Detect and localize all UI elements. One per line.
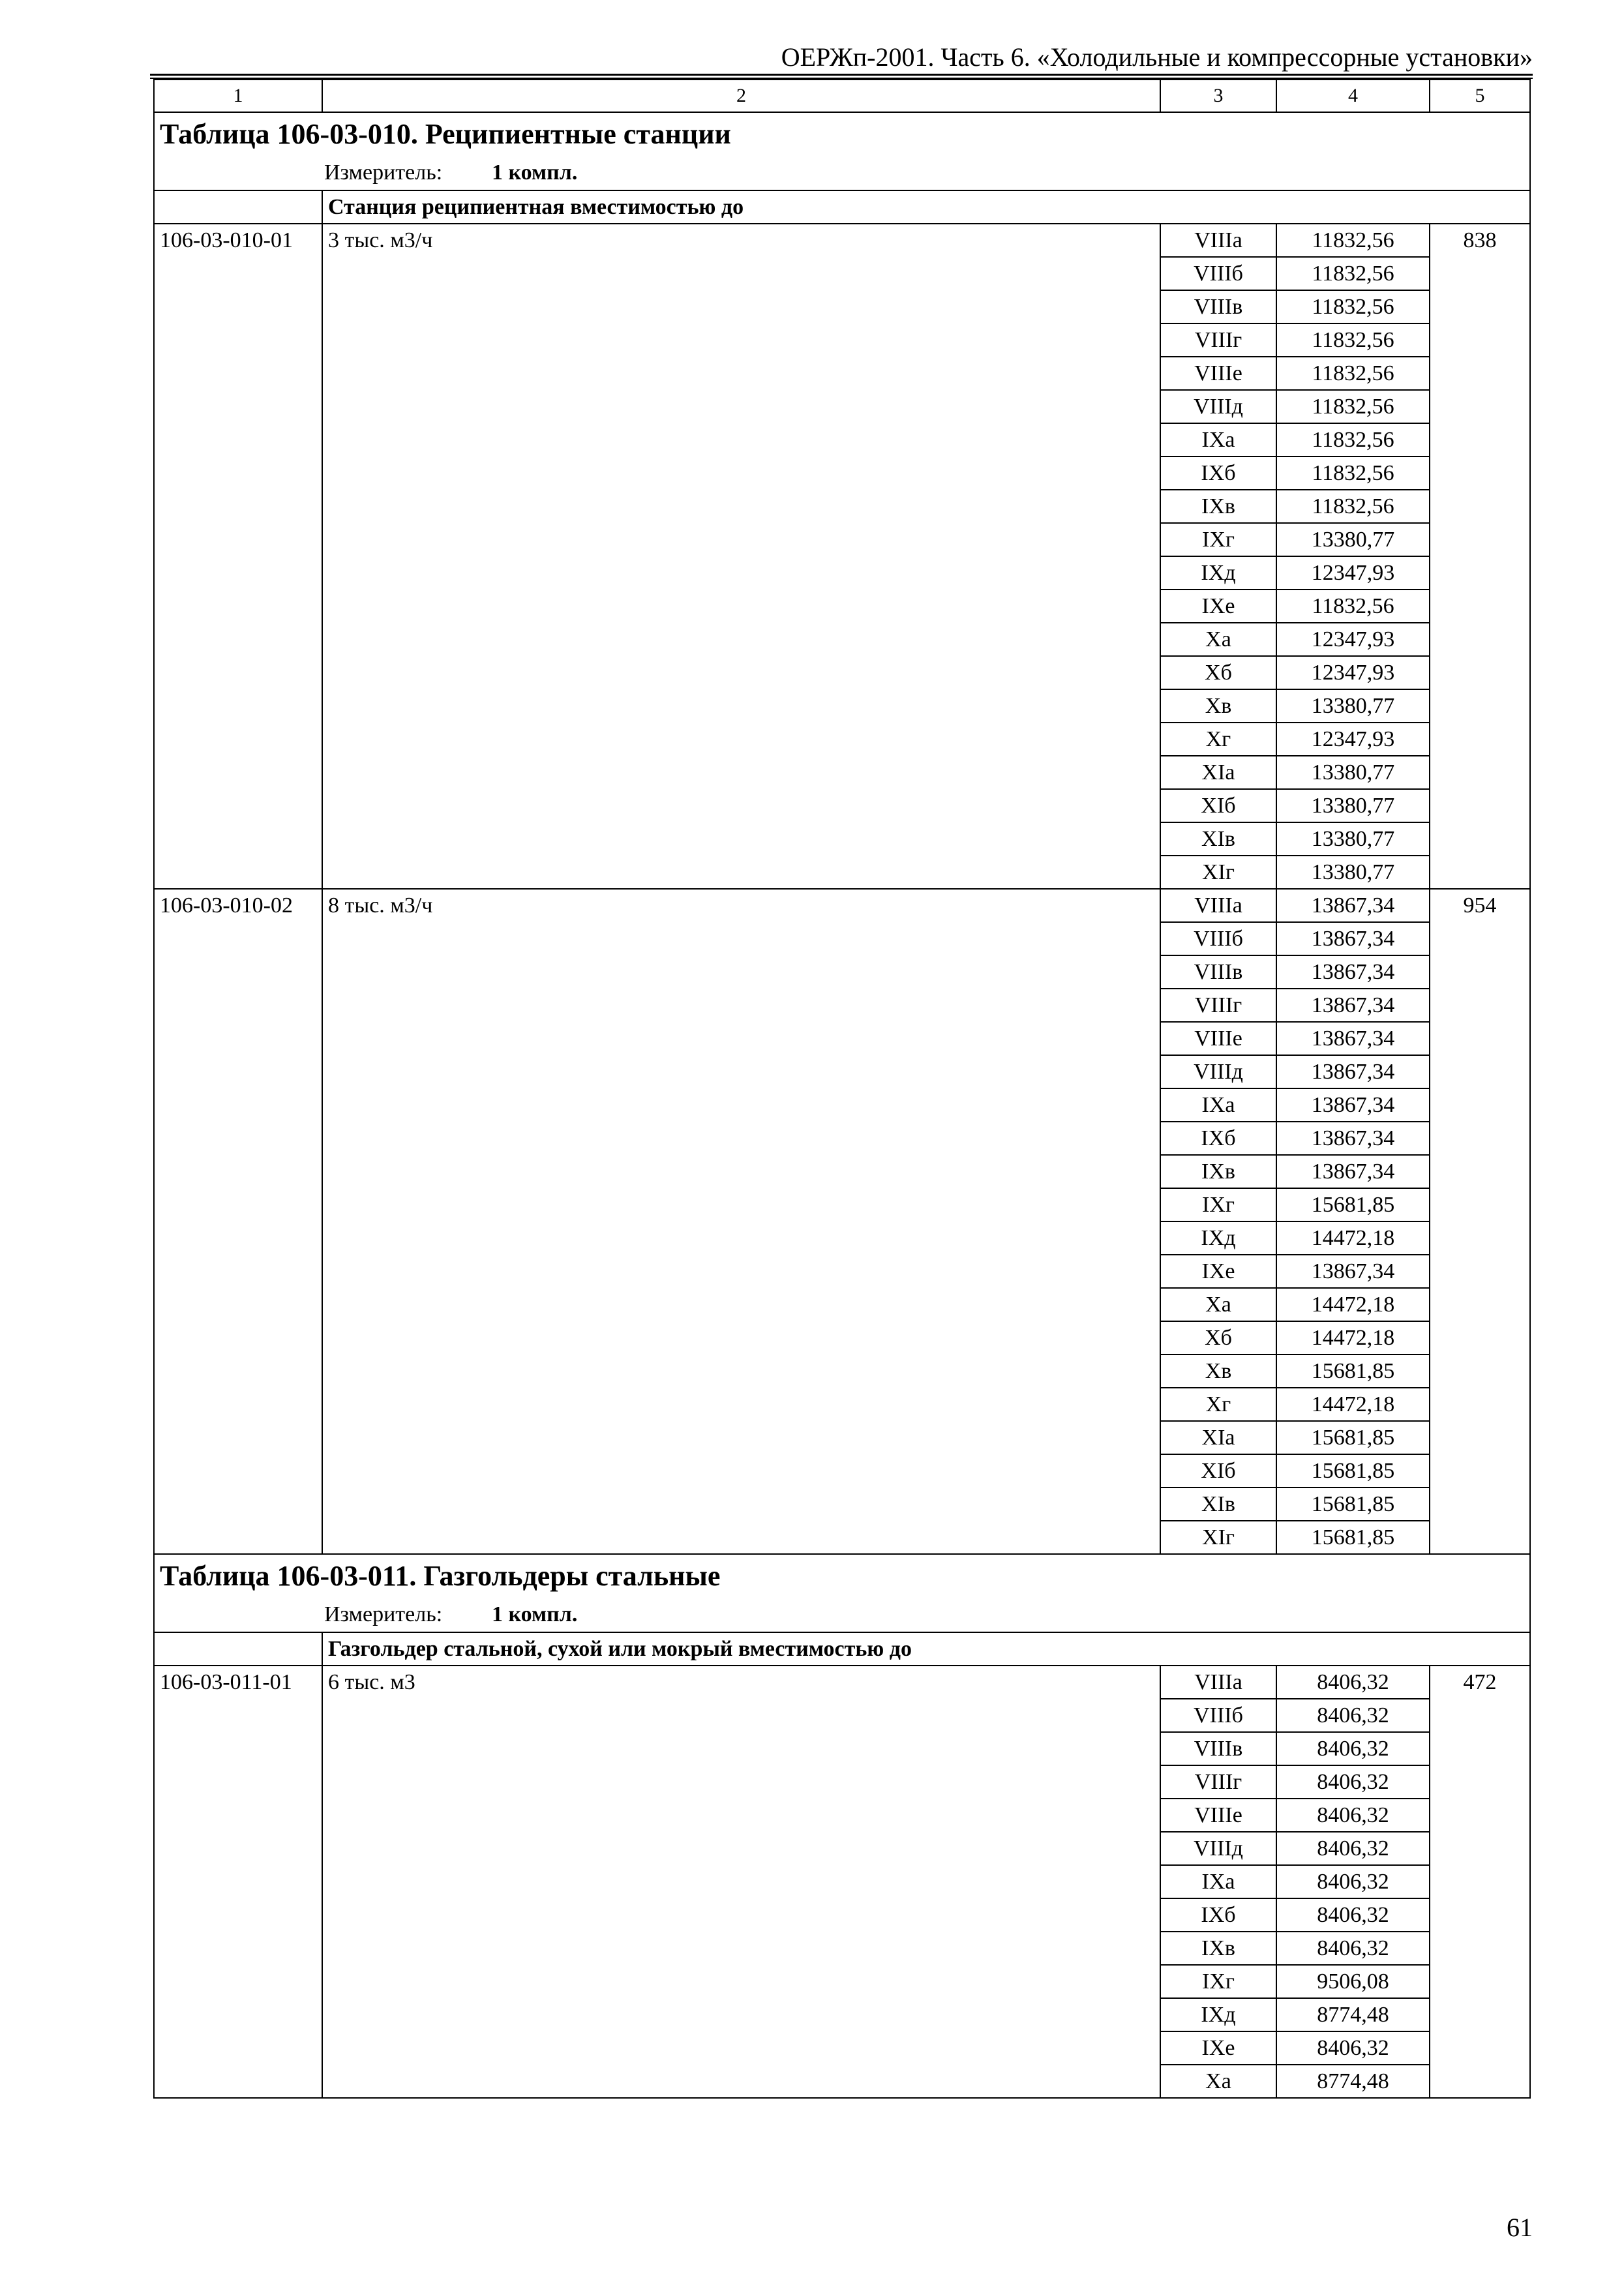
price-cell: 13867,34 <box>1276 1255 1430 1288</box>
item-name: 8 тыс. м3/ч <box>322 889 1160 1554</box>
zone-cell: IXв <box>1160 490 1276 523</box>
price-cell: 8774,48 <box>1276 1998 1430 2031</box>
price-cell: 11832,56 <box>1276 257 1430 290</box>
group-empty-cell <box>154 190 322 224</box>
price-cell: 13380,77 <box>1276 756 1430 789</box>
price-cell: 13867,34 <box>1276 1155 1430 1188</box>
column-number: 5 <box>1430 80 1530 112</box>
item-name: 3 тыс. м3/ч <box>322 224 1160 889</box>
price-cell: 8774,48 <box>1276 2065 1430 2098</box>
price-cell: 8406,32 <box>1276 1832 1430 1865</box>
table-row <box>154 224 1530 257</box>
price-cell: 15681,85 <box>1276 1488 1430 1521</box>
price-cell: 8406,32 <box>1276 1799 1430 1832</box>
zone-cell: IXе <box>1160 590 1276 623</box>
price-cell: 8406,32 <box>1276 1865 1430 1898</box>
measure-row <box>154 1598 1530 1632</box>
price-cell: 12347,93 <box>1276 656 1430 689</box>
price-cell: 11832,56 <box>1276 456 1430 490</box>
price-cell: 13867,34 <box>1276 1088 1430 1122</box>
price-cell: 11832,56 <box>1276 357 1430 390</box>
measure-row <box>154 156 1530 190</box>
price-cell: 8406,32 <box>1276 1898 1430 1932</box>
price-cell: 13380,77 <box>1276 523 1430 556</box>
zone-cell: XIг <box>1160 856 1276 889</box>
zone-cell: IXа <box>1160 1865 1276 1898</box>
zone-cell: XIб <box>1160 1454 1276 1488</box>
zone-cell: Xа <box>1160 1288 1276 1321</box>
zone-cell: VIIIа <box>1160 224 1276 257</box>
price-cell: 13380,77 <box>1276 856 1430 889</box>
zone-cell: Xб <box>1160 656 1276 689</box>
zone-cell: IXг <box>1160 1965 1276 1998</box>
price-cell: 11832,56 <box>1276 590 1430 623</box>
column5-value: 472 <box>1430 1666 1530 2098</box>
price-cell: 11832,56 <box>1276 390 1430 423</box>
group-title-row <box>154 1632 1530 1666</box>
zone-cell: IXе <box>1160 1255 1276 1288</box>
price-cell: 8406,32 <box>1276 1765 1430 1799</box>
zone-cell: IXб <box>1160 1122 1276 1155</box>
price-cell: 13867,34 <box>1276 922 1430 955</box>
price-cell: 14472,18 <box>1276 1288 1430 1321</box>
header-rule <box>150 74 1533 76</box>
zone-cell: XIв <box>1160 822 1276 856</box>
zone-cell: VIIIб <box>1160 1699 1276 1732</box>
column5-value: 954 <box>1430 889 1530 1554</box>
price-cell: 15681,85 <box>1276 1454 1430 1488</box>
measure-value: 1 компл. <box>492 160 578 185</box>
zone-cell: IXд <box>1160 1998 1276 2031</box>
price-cell: 13380,77 <box>1276 789 1430 822</box>
item-code: 106-03-010-01 <box>154 224 322 889</box>
zone-cell: IXв <box>1160 1155 1276 1188</box>
zone-cell: IXе <box>1160 2031 1276 2065</box>
zone-cell: IXд <box>1160 1221 1276 1255</box>
price-cell: 13867,34 <box>1276 1022 1430 1055</box>
price-cell: 11832,56 <box>1276 490 1430 523</box>
price-table <box>153 79 1531 2099</box>
measure-value: 1 компл. <box>492 1602 578 1626</box>
zone-cell: VIIIг <box>1160 323 1276 357</box>
zone-cell: XIа <box>1160 1421 1276 1454</box>
price-cell: 14472,18 <box>1276 1321 1430 1354</box>
price-cell: 11832,56 <box>1276 290 1430 323</box>
zone-cell: Xв <box>1160 1354 1276 1388</box>
price-cell: 11832,56 <box>1276 323 1430 357</box>
zone-cell: XIг <box>1160 1521 1276 1554</box>
price-cell: 12347,93 <box>1276 623 1430 656</box>
zone-cell: IXд <box>1160 556 1276 590</box>
measure-label: Измеритель: <box>324 1602 443 1626</box>
price-cell: 11832,56 <box>1276 423 1430 456</box>
zone-cell: VIIIг <box>1160 989 1276 1022</box>
zone-cell: VIIIв <box>1160 1732 1276 1765</box>
price-cell: 13380,77 <box>1276 822 1430 856</box>
price-cell: 13867,34 <box>1276 989 1430 1022</box>
group-title: Газгольдер стальной, сухой или мокрый вместимостью до <box>322 1632 1530 1666</box>
group-title: Станция реципиентная вместимостью до <box>322 190 1530 224</box>
price-cell: 15681,85 <box>1276 1354 1430 1388</box>
price-table-body <box>154 80 1530 2098</box>
measure-cell <box>154 156 1530 190</box>
price-cell: 14472,18 <box>1276 1388 1430 1421</box>
column-number: 4 <box>1276 80 1430 112</box>
zone-cell: IXа <box>1160 1088 1276 1122</box>
zone-cell: XIа <box>1160 756 1276 789</box>
zone-cell: VIIIб <box>1160 922 1276 955</box>
column-number: 3 <box>1160 80 1276 112</box>
column-number-row <box>154 80 1530 112</box>
zone-cell: IXг <box>1160 1188 1276 1221</box>
zone-cell: Xб <box>1160 1321 1276 1354</box>
zone-cell: VIIIд <box>1160 390 1276 423</box>
item-name: 6 тыс. м3 <box>322 1666 1160 2098</box>
column-number: 2 <box>322 80 1160 112</box>
zone-cell: Xв <box>1160 689 1276 723</box>
price-cell: 15681,85 <box>1276 1188 1430 1221</box>
zone-cell: VIIIе <box>1160 1022 1276 1055</box>
zone-cell: VIIIе <box>1160 357 1276 390</box>
table-row <box>154 889 1530 922</box>
measure-label: Измеритель: <box>324 160 443 185</box>
zone-cell: VIIIв <box>1160 955 1276 989</box>
price-cell: 15681,85 <box>1276 1521 1430 1554</box>
price-cell: 12347,93 <box>1276 556 1430 590</box>
price-cell: 13867,34 <box>1276 1122 1430 1155</box>
zone-cell: VIIIг <box>1160 1765 1276 1799</box>
zone-cell: Xг <box>1160 723 1276 756</box>
price-cell: 13867,34 <box>1276 955 1430 989</box>
measure-cell <box>154 1598 1530 1632</box>
zone-cell: IXв <box>1160 1932 1276 1965</box>
zone-cell: VIIIе <box>1160 1799 1276 1832</box>
zone-cell: XIб <box>1160 789 1276 822</box>
price-cell: 13380,77 <box>1276 689 1430 723</box>
zone-cell: VIIIв <box>1160 290 1276 323</box>
price-cell: 11832,56 <box>1276 224 1430 257</box>
page-number: 61 <box>1507 2213 1533 2242</box>
zone-cell: IXб <box>1160 1898 1276 1932</box>
price-cell: 8406,32 <box>1276 1732 1430 1765</box>
zone-cell: Xа <box>1160 2065 1276 2098</box>
price-cell: 12347,93 <box>1276 723 1430 756</box>
price-cell: 14472,18 <box>1276 1221 1430 1255</box>
page-header-title: ОЕРЖп-2001. Часть 6. «Холодильные и компрессорные установки» <box>781 42 1533 72</box>
price-cell: 8406,32 <box>1276 1932 1430 1965</box>
table-title: Таблица 106-03-011. Газгольдеры стальные <box>154 1554 1530 1598</box>
zone-cell: XIв <box>1160 1488 1276 1521</box>
table-title-row <box>154 1554 1530 1598</box>
zone-cell: VIIIб <box>1160 257 1276 290</box>
zone-cell: VIIIа <box>1160 1666 1276 1699</box>
table-title-row <box>154 112 1530 156</box>
group-empty-cell <box>154 1632 322 1666</box>
zone-cell: IXг <box>1160 523 1276 556</box>
item-code: 106-03-010-02 <box>154 889 322 1554</box>
price-cell: 9506,08 <box>1276 1965 1430 1998</box>
zone-cell: IXб <box>1160 456 1276 490</box>
price-cell: 15681,85 <box>1276 1421 1430 1454</box>
zone-cell: Xг <box>1160 1388 1276 1421</box>
zone-cell: VIIIд <box>1160 1832 1276 1865</box>
price-cell: 13867,34 <box>1276 889 1430 922</box>
price-cell: 8406,32 <box>1276 1666 1430 1699</box>
group-title-row <box>154 190 1530 224</box>
table-row <box>154 1666 1530 1699</box>
table-title: Таблица 106-03-010. Реципиентные станции <box>154 112 1530 156</box>
item-code: 106-03-011-01 <box>154 1666 322 2098</box>
zone-cell: VIIIа <box>1160 889 1276 922</box>
zone-cell: VIIIд <box>1160 1055 1276 1088</box>
zone-cell: IXа <box>1160 423 1276 456</box>
price-cell: 8406,32 <box>1276 1699 1430 1732</box>
zone-cell: Xа <box>1160 623 1276 656</box>
price-cell: 8406,32 <box>1276 2031 1430 2065</box>
column5-value: 838 <box>1430 224 1530 889</box>
price-cell: 13867,34 <box>1276 1055 1430 1088</box>
column-number: 1 <box>154 80 322 112</box>
